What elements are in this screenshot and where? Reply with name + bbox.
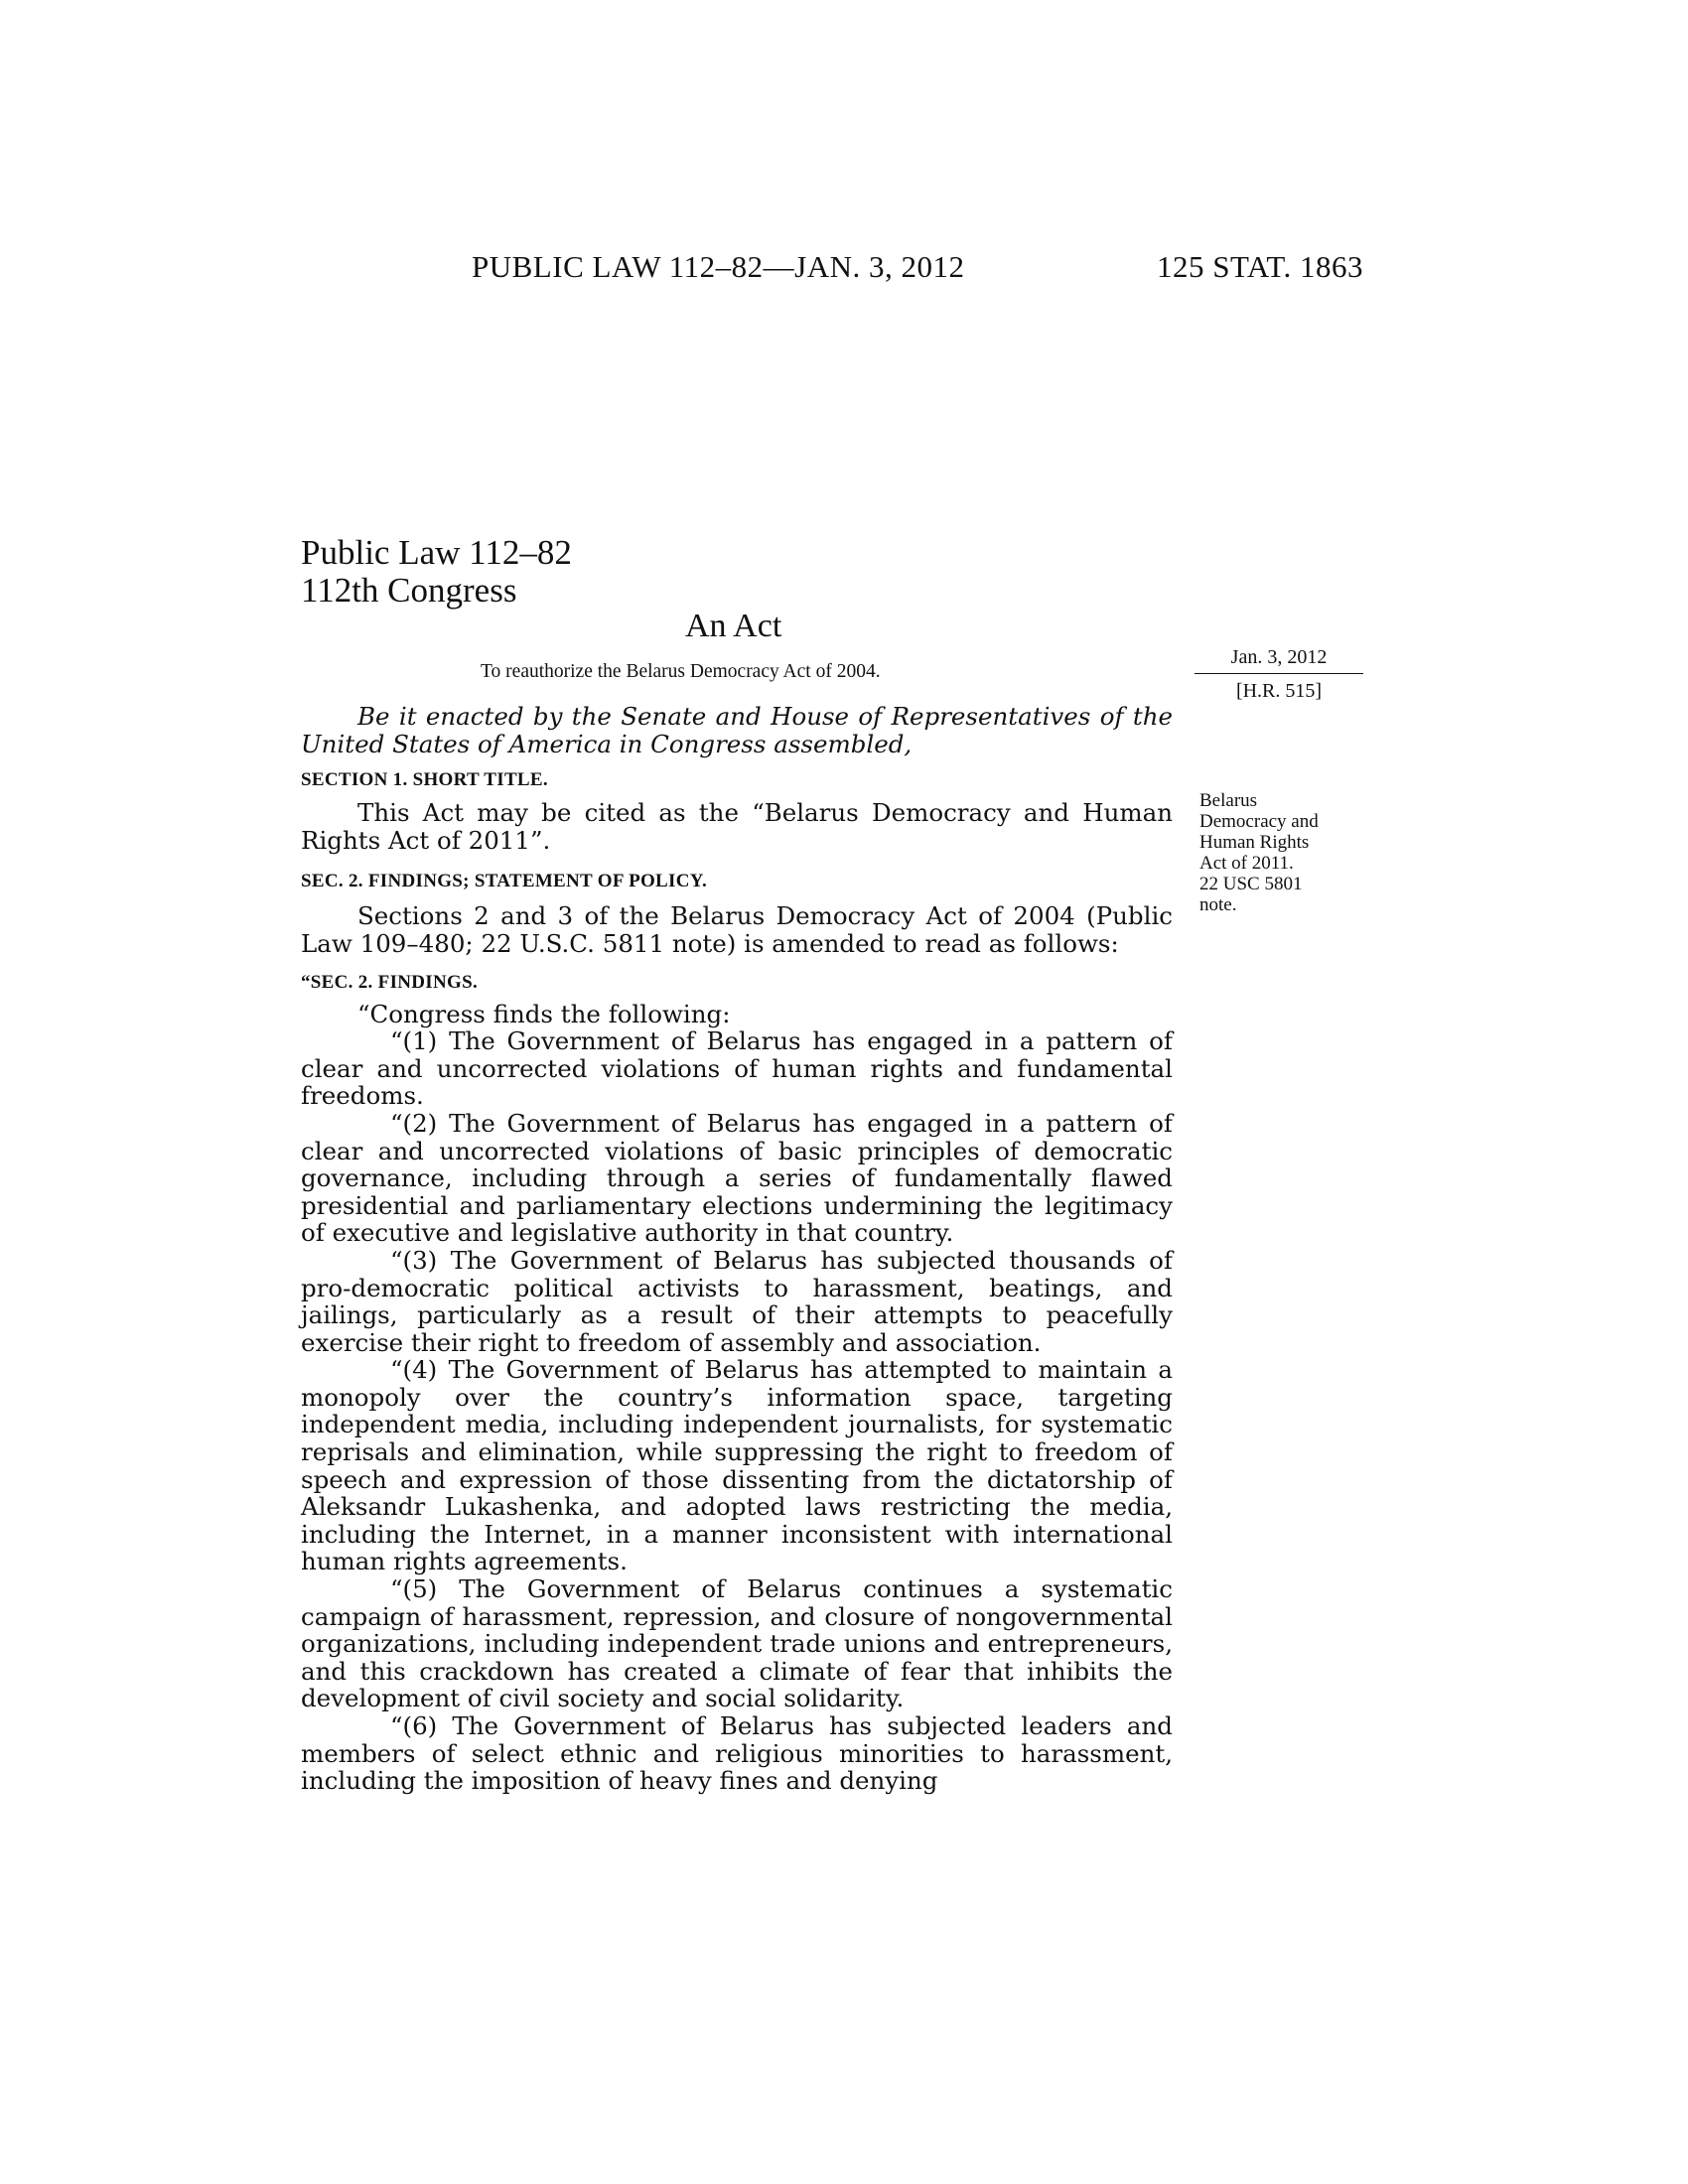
- findings-heading: “SEC. 2. FINDINGS.: [301, 971, 479, 993]
- stat-page-number: 125 STAT. 1863: [1156, 249, 1363, 284]
- finding-paragraph: “(2) The Government of Belarus has engaged in a pattern of clear and uncorrected violations of basic principles of democratic governance, including through a series of fundamentally flawed presidential and parliamentary elections undermining the legitimacy of executive and legislative authority in that country.: [301, 1108, 1173, 1248]
- law-title-block: [301, 534, 572, 610]
- margin-note: [1199, 790, 1363, 915]
- margin-note-line: Democracy and: [1199, 811, 1319, 832]
- margin-note-line: Human Rights: [1199, 832, 1310, 853]
- margin-date-block: [1195, 646, 1363, 703]
- act-purpose: To reauthorize the Belarus Democracy Act of 2004.: [481, 661, 881, 682]
- margin-note-line: 22 USC 5801: [1199, 874, 1303, 894]
- finding-paragraph: “(5) The Government of Belarus continues a systematic campaign of harassment, repression, and closure of nongovernmental organizations, including independent trade unions and entrepreneurs, and this crackdown has created a climate of fear that inhibits the development of civil society and social solidarity.: [301, 1574, 1173, 1713]
- margin-note-line: note.: [1199, 894, 1237, 915]
- running-head: [472, 249, 1363, 289]
- section-2-text: Sections 2 and 3 of the Belarus Democracy Act of 2004 (Public Law 109–480; 22 U.S.C. 5811 note) is amended to read as follows:: [301, 901, 1173, 958]
- finding-paragraph: “(1) The Government of Belarus has engaged in a pattern of clear and uncorrected violations of human rights and fundamental freedoms.: [301, 1026, 1173, 1111]
- enactment-date: Jan. 3, 2012: [1195, 646, 1363, 674]
- running-title: PUBLIC LAW 112–82—JAN. 3, 2012: [472, 249, 965, 284]
- act-heading: An Act: [685, 608, 782, 644]
- finding-paragraph: “(3) The Government of Belarus has subjected thousands of pro-democratic political activists to harassment, beatings, and jailings, particularly as a result of their attempts to peacefully exercise their right to freedom of assembly and association.: [301, 1245, 1173, 1357]
- margin-note-line: Belarus: [1199, 790, 1258, 811]
- finding-paragraph: “(4) The Government of Belarus has attempted to maintain a monopoly over the country’s information space, targeting independent media, including independent journalists, for systematic reprisals and elimination, while suppressing the right to freedom of speech and expression of those dissenting from the dictatorship of Aleksandr Lukashenka, and adopted laws restricting the media, including the Internet, in a manner inconsistent with international human rights agreements.: [301, 1355, 1173, 1576]
- law-body: [301, 702, 1173, 1795]
- section-1-heading: SECTION 1. SHORT TITLE.: [301, 769, 548, 791]
- congress-number: 112th Congress: [301, 571, 517, 610]
- bill-number: [H.R. 515]: [1235, 680, 1323, 702]
- section-1-text: This Act may be cited as the “Belarus Democracy and Human Rights Act of 2011”.: [301, 798, 1173, 855]
- law-number: Public Law 112–82: [301, 533, 572, 572]
- enacting-clause: Be it enacted by the Senate and House of Representatives of the United States of America in Congress assembled,: [301, 702, 1173, 758]
- margin-note-line: Act of 2011.: [1199, 853, 1294, 874]
- findings-intro: “Congress finds the following:: [357, 999, 731, 1028]
- finding-paragraph: “(6) The Government of Belarus has subjected leaders and members of select ethnic and religious minorities to harassment, including the imposition of heavy fines and denying: [301, 1711, 1173, 1796]
- section-2-heading: SEC. 2. FINDINGS; STATEMENT OF POLICY.: [301, 871, 708, 892]
